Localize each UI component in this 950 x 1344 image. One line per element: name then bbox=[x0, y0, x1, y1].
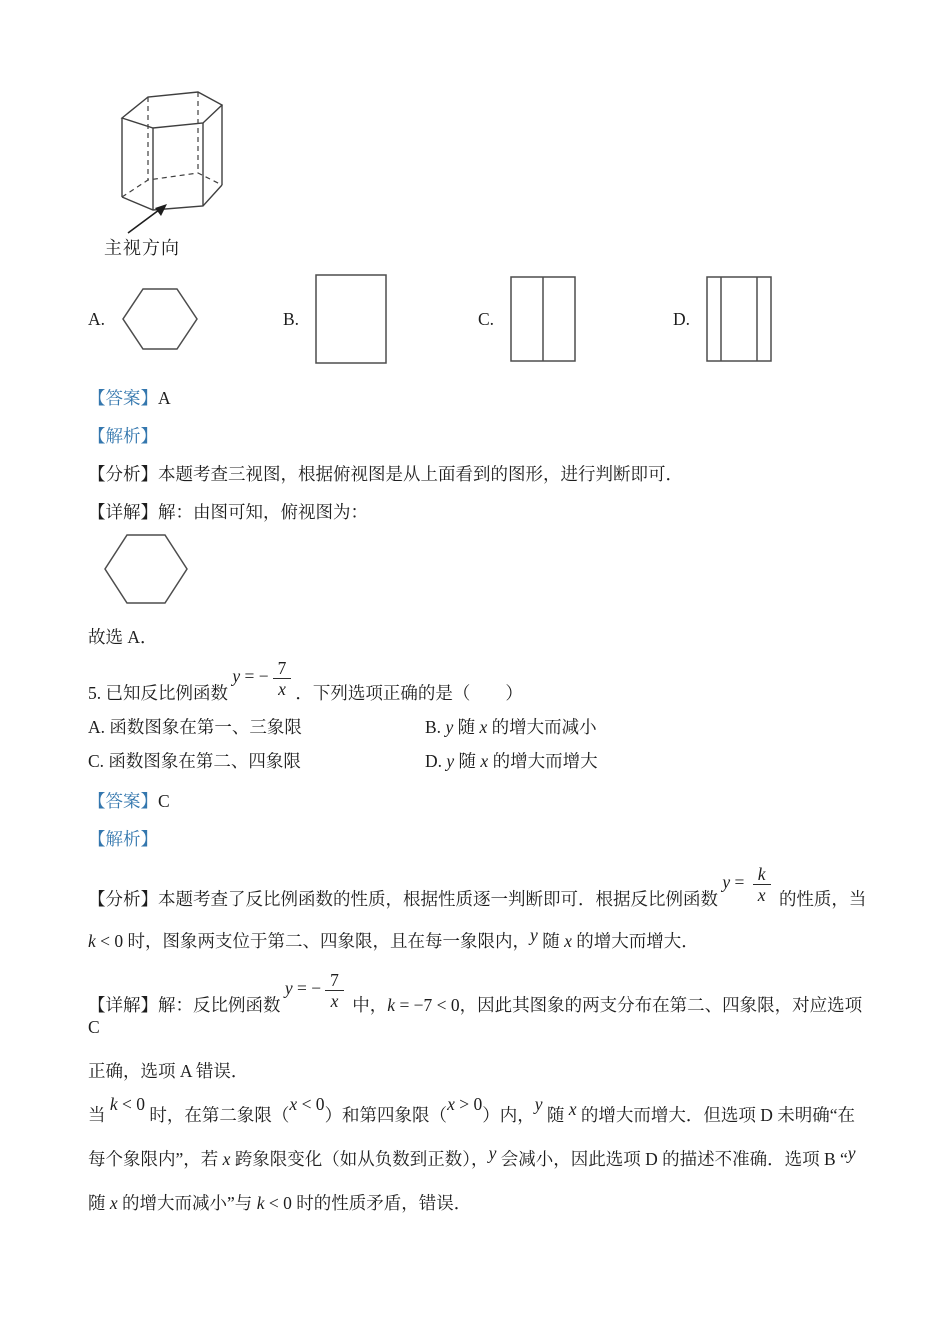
q4-option-a bbox=[88, 287, 283, 351]
q4-answer-line bbox=[88, 387, 868, 409]
q4-option-b-label: B. bbox=[283, 309, 300, 329]
q4-option-c bbox=[478, 276, 673, 362]
q5-option-d: D. y 随 x 的增大而增大 bbox=[425, 751, 598, 771]
q5-stem: 5. 已知反比例函数 y = − $\frac{7}{x}$ ．下列选项正确的是（ ） bbox=[88, 658, 523, 703]
q4-detail-line: 【详解】解：由图可知，俯视图为： bbox=[88, 502, 368, 522]
q5-answer-line bbox=[88, 790, 868, 812]
hexagon-shape bbox=[121, 287, 199, 351]
rectangle-shape bbox=[315, 274, 387, 364]
question-5 bbox=[88, 658, 868, 1214]
answer-label: 【答案】 bbox=[88, 791, 158, 811]
q5-detail-line-1: 【详解】解：反比例函数 y = − $\frac{7}{x}$ 中，k = −7 < 0，因此其图象的两支分布在第二、四象限，对应选项 C bbox=[88, 970, 863, 1037]
q4-option-d-label: D. bbox=[673, 309, 691, 329]
figure-caption: 主视方向 bbox=[104, 238, 180, 258]
q5-discussion-line-2: 每个象限内”，若 x 跨象限变化（如从负数到正数），y 会减小，因此选项 D 的描述不准确．选项 B “y bbox=[88, 1143, 856, 1169]
q4-option-a-label: A. bbox=[88, 309, 106, 329]
q5-option-a: A. 函数图象在第一、三象限 bbox=[88, 717, 302, 737]
q4-options-row bbox=[88, 267, 868, 371]
q4-option-d bbox=[673, 276, 868, 362]
prism-figure bbox=[104, 85, 284, 259]
q4-analysis-line: 【分析】本题考查三视图，根据俯视图是从上面看到的图形，进行判断即可． bbox=[88, 464, 683, 484]
q5-analysis-line-1: 【分析】本题考查了反比例函数的性质，根据性质逐一判断即可．根据反比例函数 y = $\frac{k}{x}$ 的性质，当 bbox=[88, 864, 867, 909]
question-4-solution bbox=[88, 85, 868, 648]
q5-answer-value: C bbox=[158, 791, 170, 811]
hexagonal-prism-drawing bbox=[114, 85, 246, 235]
q4-jiexi-label: 【解析】 bbox=[88, 426, 158, 446]
q5-discussion-line-1: 当 k < 0 时，在第二象限（x < 0）和第四象限（x > 0）内，y 随 x 的增大而增大．但选项 D 未明确“在 bbox=[88, 1094, 856, 1125]
q5-option-b: B. y 随 x 的增大而减小 bbox=[425, 717, 597, 737]
q4-conclusion: 故选 A． bbox=[88, 627, 158, 647]
q5-jiexi-label: 【解析】 bbox=[88, 829, 158, 849]
q4-option-b bbox=[283, 274, 478, 364]
rectangle-two-columns-shape bbox=[510, 276, 576, 362]
q5-discussion-line-3: 随 x 的增大而减小”与 k < 0 时的性质矛盾，错误． bbox=[88, 1193, 472, 1213]
q5-option-c: C. 函数图象在第二、四象限 bbox=[88, 751, 301, 771]
q5-analysis-line-2: k < 0 时，图象两支位于第二、四象限，且在每一象限内，y 随 x 的增大而增大． bbox=[88, 925, 699, 951]
prism-top-face bbox=[122, 92, 222, 128]
q5-detail-line-2: 正确，选项 A 错误． bbox=[88, 1061, 249, 1081]
answer-label: 【答案】 bbox=[88, 388, 158, 408]
rectangle-three-columns-shape bbox=[706, 276, 772, 362]
q5-options bbox=[88, 716, 868, 772]
top-view-hexagon bbox=[103, 533, 189, 605]
q4-answer-value: A bbox=[158, 388, 171, 408]
q4-option-c-label: C. bbox=[478, 309, 495, 329]
